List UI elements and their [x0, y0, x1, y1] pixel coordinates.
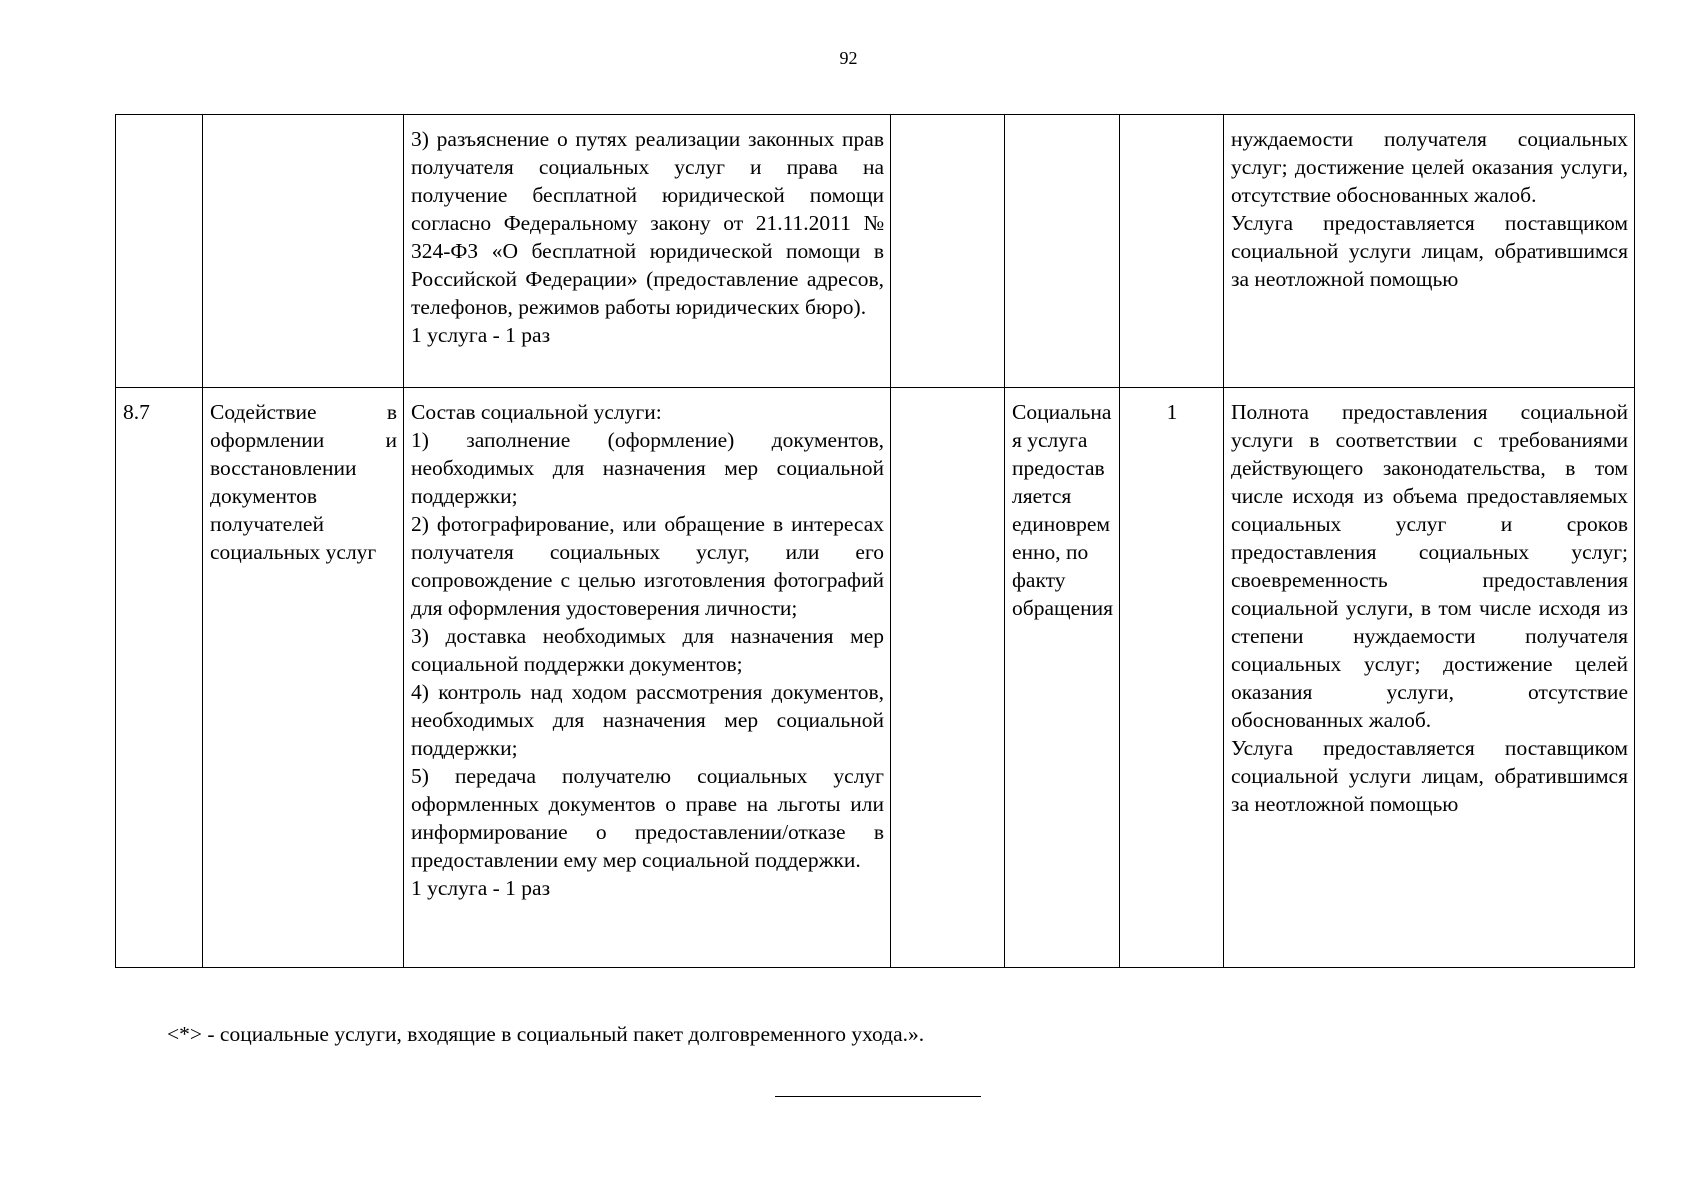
cell-service-name — [203, 115, 404, 388]
composition-paragraph: 3) доставка необходимых для назначения мер социальной поддержки документов; — [411, 624, 884, 676]
cell-number — [116, 115, 203, 388]
cell-number: 8.7 — [116, 388, 203, 968]
table-row — [116, 115, 1635, 388]
page-number: 92 — [839, 48, 858, 68]
quality-paragraph: нуждаемости получателя социальных услуг; достижение целей оказания услуги, отсутствие обоснованных жалоб. — [1231, 127, 1628, 207]
cell-service-name: Содействие в оформлении и восстановлении документов получателей социальных услуг — [203, 388, 404, 968]
cell-quality-indicators — [1224, 388, 1635, 968]
composition-paragraph: 3) разъяснение о путях реализации законных прав получателя социальных услуг и права на получение бесплатной юридической помощи согласно Федеральному закону от 21.11.2011 № 324-ФЗ «О бесплатной юридической помощи в Российской Федерации» (предоставление адресов, телефонов, режимов работы юридических бюро). — [411, 127, 884, 319]
composition-paragraph: 1) заполнение (оформление) документов, необходимых для назначения мер социальной поддержки; — [411, 428, 884, 508]
composition-paragraph: 2) фотографирование, или обращение в интересах получателя социальных услуг, или его сопровождение с целью изготовления фотографий для оформления удостоверения личности; — [411, 512, 884, 620]
cell-column-4 — [891, 388, 1005, 968]
cell-column-4 — [891, 115, 1005, 388]
composition-paragraph: Состав социальной услуги: — [411, 400, 662, 424]
end-of-document-line — [775, 1096, 981, 1097]
quality-paragraph: Полнота предоставления социальной услуги в соответствии с требованиями действующего законодательства, в том числе исходя из объема предоставляемых социальных услуг и сроков предоставления социальных услуг; своевременность предоставления социальной услуги, в том числе исходя из степени нуждаемости получателя социальных услуг; достижение целей оказания услуги, отсутствие обоснованных жалоб. — [1231, 400, 1628, 732]
cell-volume: 1 — [1120, 388, 1224, 968]
footnote: <*> - социальные услуги, входящие в социальный пакет долговременного ухода.». — [167, 1022, 925, 1046]
quality-paragraph: Услуга предоставляется поставщиком социальной услуги лицам, обратившимся за неотложной помощью — [1231, 736, 1628, 816]
cell-service-type — [1005, 115, 1120, 388]
cell-service-composition — [404, 115, 891, 388]
composition-paragraph: 4) контроль над ходом рассмотрения документов, необходимых для назначения мер социальной поддержки; — [411, 680, 884, 760]
cell-quality-indicators — [1224, 115, 1635, 388]
composition-paragraph: 1 услуга - 1 раз — [411, 323, 551, 347]
services-table — [115, 114, 1635, 968]
composition-paragraph: 1 услуга - 1 раз — [411, 876, 551, 900]
cell-volume — [1120, 115, 1224, 388]
composition-paragraph: 5) передача получателю социальных услуг оформленных документов о праве на льготы или информирование о предоставлении/отказе в предоставлении ему мер социальной поддержки. — [411, 764, 884, 872]
cell-service-type: Социальная услуга предоставляется единовременно, по факту обращения — [1005, 388, 1120, 968]
table-row — [116, 388, 1635, 968]
quality-paragraph: Услуга предоставляется поставщиком социальной услуги лицам, обратившимся за неотложной помощью — [1231, 211, 1628, 291]
cell-service-composition — [404, 388, 891, 968]
